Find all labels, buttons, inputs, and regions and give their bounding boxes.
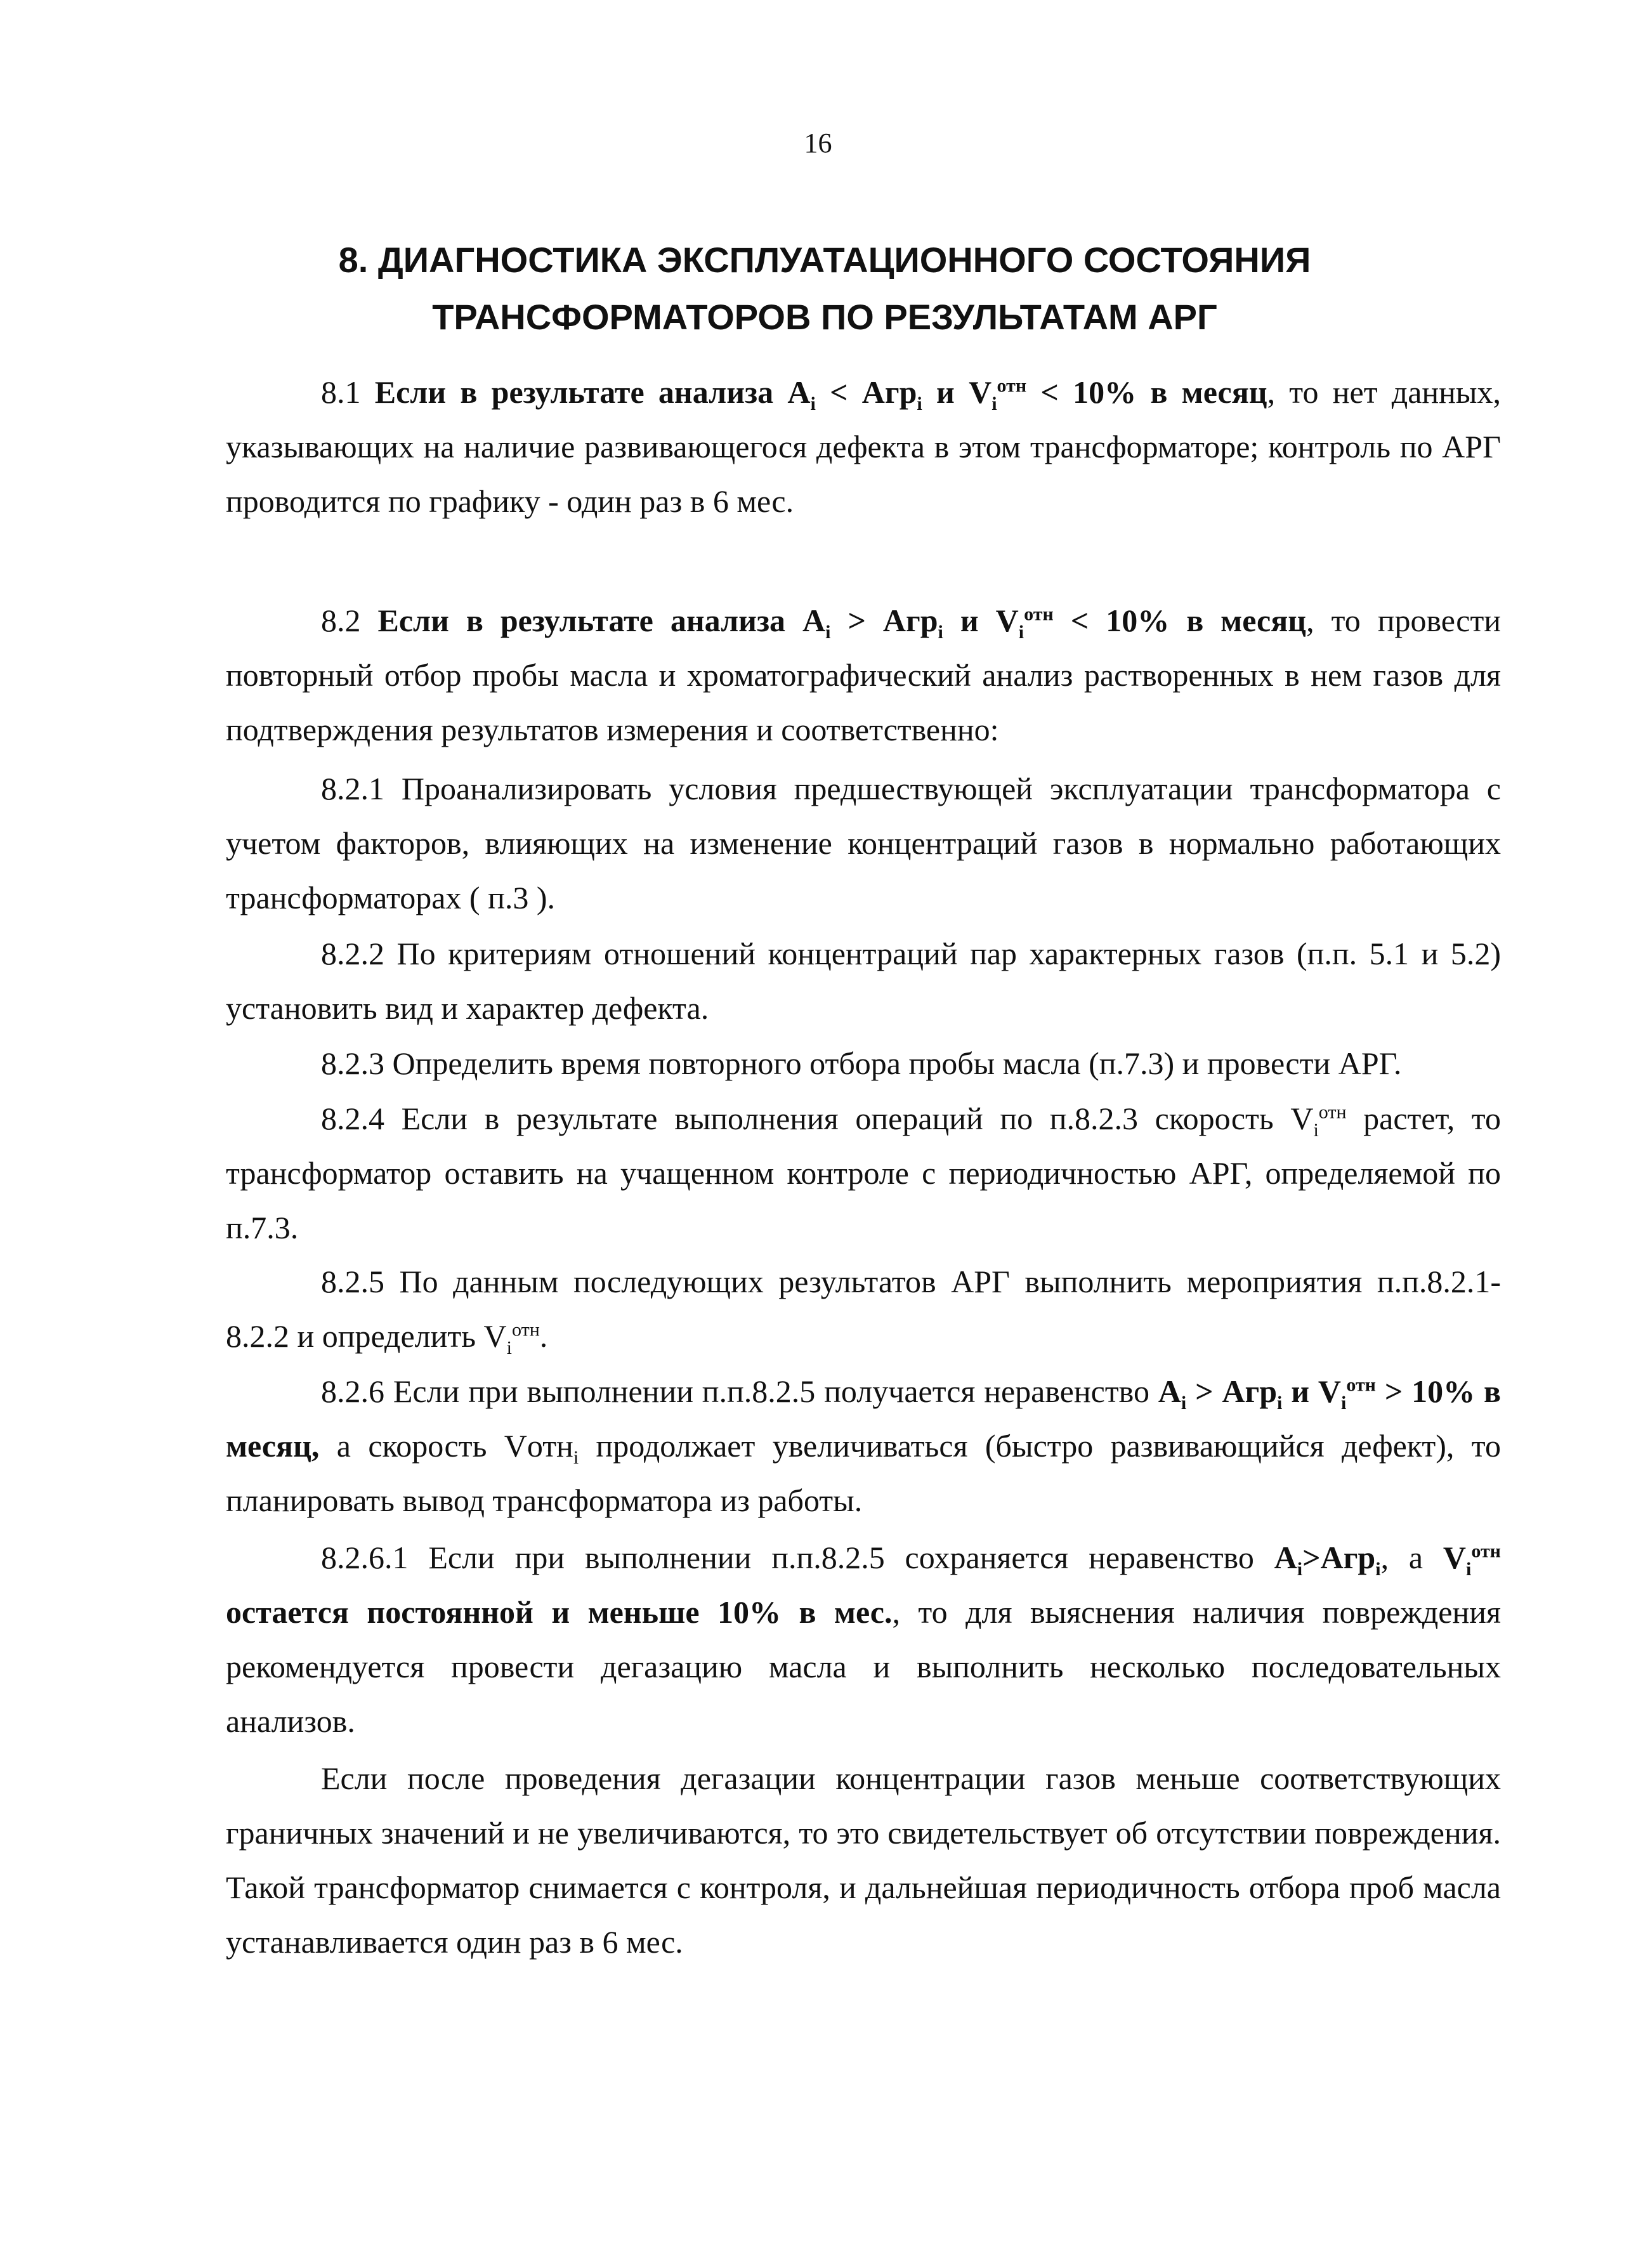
- subscript: i: [810, 393, 816, 414]
- paragraph-final: Если после проведения дегазации концентрации газов меньше соответствующих граничных значений и не увеличиваются, то это свидетельствует об отсутствии повреждения. Такой трансформатор снимается с контроля, и дальнейшая периодичность отбора проб масла устанавливается один раз в 6 мес.: [226, 1760, 1501, 1960]
- paragraph-text: 8.2.6 Если при выполнении п.п.8.2.5 получается неравенство: [321, 1373, 1158, 1409]
- paragraph-text: , то для выяснения наличия повреждения рекомендуется провести дегазацию масла и выполнить несколько последовательных анализов.: [226, 1594, 1501, 1739]
- paragraph-text: 8.2.6.1 Если при выполнении п.п.8.2.5 сохраняется неравенство: [321, 1540, 1274, 1575]
- bold-text: и V: [936, 374, 992, 410]
- paragraph-text: а скорость Vотн: [319, 1428, 573, 1464]
- superscript: отн: [1024, 603, 1054, 625]
- paragraph-text: 8.2.5 По данным последующих результатов АРГ выполнить мероприятия п.п.8.2.1-8.2.2 и определить V: [226, 1264, 1501, 1354]
- paragraph-number: 8.1: [321, 374, 361, 410]
- paragraph-8-2-3: 8.2.3 Определить время повторного отбора пробы масла (п.7.3) и провести АРГ.: [321, 1046, 1402, 1081]
- subscript: i: [938, 622, 943, 643]
- paragraph-text: , то провести повторный отбор пробы масла и хроматографический анализ растворенных в нем газов для подтверждения результатов измерения и соответственно:: [226, 603, 1502, 747]
- paragraph-8-2-6: [226, 1364, 1501, 1528]
- paragraph-number: 8.2: [321, 603, 361, 638]
- subscript: i: [1297, 1559, 1303, 1580]
- bold-text: > Агр: [1186, 1373, 1278, 1409]
- heading-line-1: 8. ДИАГНОСТИКА ЭКСПЛУАТАЦИОННОГО СОСТОЯНИЯ: [338, 240, 1311, 280]
- paragraph-8-2-2: 8.2.2 По критериям отношений концентраций пар характерных газов (п.п. 5.1 и 5.2) установить вид и характер дефекта.: [226, 936, 1501, 1026]
- bold-text: A: [1158, 1373, 1181, 1409]
- superscript: отн: [997, 375, 1027, 397]
- superscript: отн: [1346, 1374, 1376, 1396]
- paragraph-8-2-6-1: [226, 1530, 1501, 1748]
- superscript: отн: [1471, 1540, 1501, 1562]
- subscript: i: [1277, 1393, 1283, 1413]
- bold-text: < 10% в месяц: [1070, 603, 1307, 638]
- bold-text: Если в результате анализа A: [374, 374, 811, 410]
- paragraph-8-2-1: 8.2.1 Проанализировать условия предшествующей эксплуатации трансформатора с учетом факторов, влияющих на изменение концентраций газов в нормально работающих трансформаторах ( п.3 ).: [226, 771, 1501, 915]
- paragraph-text: продолжает увеличиваться (быстро развивающийся дефект), то планировать вывод трансформатора из работы.: [226, 1428, 1501, 1518]
- bold-text: и V: [1282, 1373, 1341, 1409]
- subscript: i: [991, 393, 997, 414]
- subscript: i: [1466, 1559, 1472, 1580]
- bold-text: > 10% в месяц,: [226, 1373, 1501, 1464]
- section-heading: [190, 232, 1459, 346]
- superscript: отн: [512, 1319, 540, 1340]
- bold-text: < Агр: [830, 374, 917, 410]
- subscript: i: [1341, 1393, 1347, 1413]
- subscript: i: [506, 1337, 512, 1358]
- paragraph-text: , а: [1380, 1540, 1443, 1575]
- superscript: отн: [1318, 1101, 1347, 1123]
- paragraph-8-2-5: [226, 1254, 1501, 1363]
- bold-text: и V: [960, 603, 1019, 638]
- subscript: i: [1375, 1559, 1381, 1580]
- bold-text: < 10% в месяц: [1040, 374, 1267, 410]
- bold-text: Если в результате анализа A: [377, 603, 826, 638]
- bold-text: >Агр: [1302, 1540, 1376, 1575]
- paragraph-text: растет, то трансформатор оставить на учащенном контроле с периодичностью АРГ, определяемой по п.7.3.: [226, 1101, 1501, 1245]
- page-number: 16: [804, 128, 832, 159]
- bold-text: V: [1443, 1540, 1466, 1575]
- paragraph-8-2: [226, 593, 1501, 757]
- bold-text: > Агр: [847, 603, 938, 638]
- paragraph-text: .: [539, 1318, 548, 1354]
- paragraph-8-2-4: [226, 1091, 1501, 1255]
- paragraph-8-1: [226, 365, 1501, 528]
- subscript: i: [1018, 622, 1024, 643]
- paragraph-text: , то нет данных, указывающих на наличие развивающегося дефекта в этом трансформаторе; контроль по АРГ проводится по графику - один раз в 6 мес.: [226, 374, 1502, 519]
- subscript: i: [1181, 1393, 1187, 1413]
- subscript: i: [1313, 1120, 1319, 1141]
- subscript: i: [917, 393, 922, 414]
- subscript: i: [825, 622, 831, 643]
- bold-text: A: [1274, 1540, 1297, 1575]
- bold-text: остается постоянной и меньше 10% в мес.: [226, 1594, 893, 1630]
- heading-line-2: ТРАНСФОРМАТОРОВ ПО РЕЗУЛЬТАТАМ АРГ: [432, 297, 1217, 337]
- subscript: i: [573, 1447, 579, 1468]
- paragraph-text: 8.2.4 Если в результате выполнения операций по п.8.2.3 скорость V: [321, 1101, 1314, 1136]
